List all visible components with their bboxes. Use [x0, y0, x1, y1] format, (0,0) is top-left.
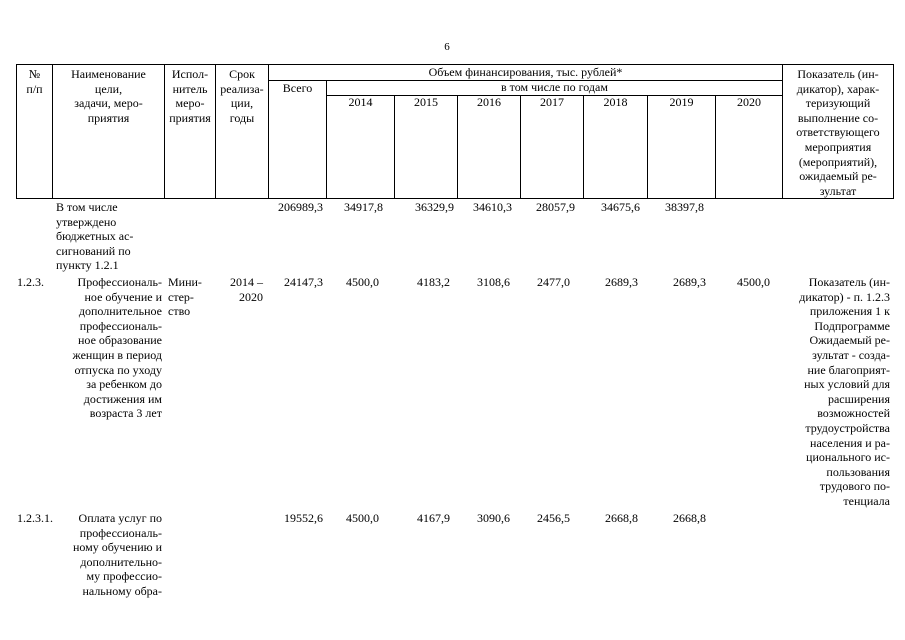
header-year: 2015 [414, 95, 438, 109]
row-num: 1.2.3.1. [17, 511, 53, 525]
row-value-2015: 4183,2 [417, 275, 450, 289]
funding-table [16, 64, 894, 640]
row-value-2014: 4500,0 [346, 511, 379, 525]
row-value-2018: 2689,3 [605, 275, 638, 289]
header-funding: Объем финансирования, тыс. рублей* [428, 65, 623, 79]
row-total: 206989,3 [278, 200, 323, 214]
header-name: Наименование цели, задачи, меро- приятия [71, 67, 146, 125]
row-value-2014: 4500,0 [346, 275, 379, 289]
row-value-2016: 34610,3 [473, 200, 512, 214]
row-value-2016: 3108,6 [477, 275, 510, 289]
row-value-2019: 38397,8 [665, 200, 704, 214]
page-number: 6 [444, 41, 450, 53]
row-value-2019: 2689,3 [673, 275, 706, 289]
header-year: 2019 [669, 95, 694, 109]
row-value-2015: 4167,9 [417, 511, 450, 525]
header-total: Всего [282, 81, 313, 95]
row-value-2017: 28057,9 [536, 200, 575, 214]
column-divider [520, 95, 521, 198]
header-year: 2020 [737, 95, 761, 109]
row-value-2014: 34917,8 [344, 200, 383, 214]
row-term: 2014 – 2020 [230, 275, 263, 304]
column-divider [647, 95, 648, 198]
row-total: 19552,6 [284, 511, 323, 525]
table-border-right [893, 64, 894, 198]
header-by-years: в том числе по годам [501, 80, 608, 94]
row-value-2017: 2456,5 [537, 511, 570, 525]
column-divider [457, 95, 458, 198]
row-name: Профессиональ- ное обучение и дополнительное профессиональ- ное образование женщин в период отпуска по уходу за ребенком до достижения им возраста 3 лет [72, 275, 162, 421]
row-value-2015: 36329,9 [415, 200, 454, 214]
header-year: 2014 [348, 95, 373, 109]
header-term: Срок реализа- ции, годы [220, 67, 264, 125]
column-divider [715, 95, 716, 198]
header-executor: Испол- нитель меро- приятия [169, 67, 211, 125]
row-value-2018: 34675,6 [601, 200, 640, 214]
column-divider [583, 95, 584, 198]
row-total: 24147,3 [284, 275, 323, 289]
row-executor: Мини- стер- ство [168, 275, 202, 319]
header-num: № п/п [26, 67, 43, 96]
header-year: 2016 [477, 95, 501, 109]
row-num: 1.2.3. [17, 275, 44, 289]
row-value-2016: 3090,6 [477, 511, 510, 525]
header-year: 2017 [540, 95, 564, 109]
row-name: В том числе утверждено бюджетных ас- сигнований по пункту 1.2.1 [56, 200, 134, 273]
row-indicator: Показатель (ин- дикатор) - п. 1.2.3 приложения 1 к Подпрограмме Ожидаемый ре- зультат - созда- ние благоприят- ных условий для расширения возможностей трудоустройства населения и ра- ционального ис- пользования трудового по- тенциала [799, 275, 890, 508]
row-value-2018: 2668,8 [605, 511, 638, 525]
row-value-2019: 2668,8 [673, 511, 706, 525]
header-bottom-border [16, 198, 894, 199]
row-name: Оплата услуг по профессиональ- ному обучению и дополнительно- му профессио- нальному обра- [72, 511, 162, 598]
header-indicator: Показатель (ин- дикатор), харак- теризующий выполнение со- ответствующего мероприятия (мероприятий), ожидаемый ре- зультат [796, 67, 880, 198]
row-value-2017: 2477,0 [537, 275, 570, 289]
header-year: 2018 [603, 95, 628, 109]
column-divider [394, 95, 395, 198]
row-value-2020: 4500,0 [737, 275, 770, 289]
